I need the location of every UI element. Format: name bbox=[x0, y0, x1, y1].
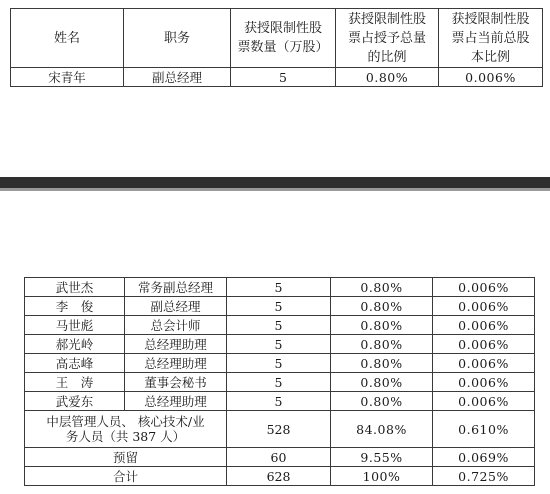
cell-quantity: 5 bbox=[227, 335, 331, 354]
cell-grant-ratio: 0.80% bbox=[331, 278, 433, 297]
cell-quantity: 5 bbox=[231, 68, 336, 87]
cell-capital-ratio: 0.006% bbox=[433, 392, 535, 411]
page-divider-bar bbox=[0, 177, 550, 188]
table-row bbox=[11, 68, 543, 87]
cell-grant-ratio: 0.80% bbox=[331, 373, 433, 392]
page-divider-shadow bbox=[0, 188, 550, 191]
reserved-row bbox=[25, 448, 535, 467]
cell-capital-ratio: 0.006% bbox=[433, 278, 535, 297]
cell-quantity: 528 bbox=[227, 411, 331, 448]
cell-grant-ratio: 0.80% bbox=[331, 354, 433, 373]
cell-name: 郝光岭 bbox=[25, 335, 125, 354]
cell-grant-ratio: 0.80% bbox=[331, 297, 433, 316]
cell-name: 高志峰 bbox=[25, 354, 125, 373]
cell-reserved-label: 预留 bbox=[25, 448, 227, 467]
header-row bbox=[11, 9, 543, 68]
cell-position: 总经理助理 bbox=[125, 335, 227, 354]
cell-position: 总经理助理 bbox=[125, 354, 227, 373]
cell-grant-ratio: 0.80% bbox=[331, 335, 433, 354]
table-row bbox=[25, 392, 535, 411]
table-row bbox=[25, 354, 535, 373]
cell-capital-ratio: 0.006% bbox=[433, 373, 535, 392]
cell-name: 宋青年 bbox=[11, 68, 124, 87]
cell-total-label: 合计 bbox=[25, 467, 227, 486]
table-row bbox=[25, 278, 535, 297]
cell-quantity: 5 bbox=[227, 278, 331, 297]
cell-position: 常务副总经理 bbox=[125, 278, 227, 297]
cell-quantity: 628 bbox=[227, 467, 331, 486]
top-allocation-table bbox=[10, 8, 543, 87]
middle-management-row bbox=[25, 411, 535, 448]
header-ratio-of-capital: 获授限制性股 票占当前总股 本比例 bbox=[439, 9, 543, 68]
cell-position: 总经理助理 bbox=[125, 392, 227, 411]
cell-quantity: 5 bbox=[227, 297, 331, 316]
cell-capital-ratio: 0.006% bbox=[439, 68, 543, 87]
header-name: 姓名 bbox=[11, 9, 124, 68]
cell-position: 董事会秘书 bbox=[125, 373, 227, 392]
cell-quantity: 5 bbox=[227, 373, 331, 392]
cell-quantity: 5 bbox=[227, 392, 331, 411]
cell-capital-ratio: 0.006% bbox=[433, 297, 535, 316]
cell-capital-ratio: 0.725% bbox=[433, 467, 535, 486]
cell-position: 副总经理 bbox=[125, 297, 227, 316]
cell-capital-ratio: 0.006% bbox=[433, 316, 535, 335]
cell-grant-ratio: 0.80% bbox=[331, 392, 433, 411]
header-ratio-of-grant: 获授限制性股 票占授予总量 的比例 bbox=[336, 9, 439, 68]
header-position: 职务 bbox=[124, 9, 231, 68]
cell-capital-ratio: 0.006% bbox=[433, 354, 535, 373]
cell-grant-ratio: 0.80% bbox=[336, 68, 439, 87]
cell-capital-ratio: 0.069% bbox=[433, 448, 535, 467]
cell-grant-ratio: 9.55% bbox=[331, 448, 433, 467]
table-row bbox=[25, 297, 535, 316]
cell-quantity: 5 bbox=[227, 354, 331, 373]
cell-quantity: 5 bbox=[227, 316, 331, 335]
cell-name: 李 俊 bbox=[25, 297, 125, 316]
table-row bbox=[25, 335, 535, 354]
cell-name: 马世彪 bbox=[25, 316, 125, 335]
table-row bbox=[25, 316, 535, 335]
cell-grant-ratio: 84.08% bbox=[331, 411, 433, 448]
cell-position: 总会计师 bbox=[125, 316, 227, 335]
cell-middle-management-label: 中层管理人员、 核心技术/业 务人员（共 387 人） bbox=[25, 411, 227, 448]
cell-name: 武世杰 bbox=[25, 278, 125, 297]
total-row bbox=[25, 467, 535, 486]
header-granted-quantity: 获授限制性股 票数量（万股） bbox=[231, 9, 336, 68]
cell-name: 王 涛 bbox=[25, 373, 125, 392]
cell-name: 武爱东 bbox=[25, 392, 125, 411]
cell-position: 副总经理 bbox=[124, 68, 231, 87]
cell-capital-ratio: 0.610% bbox=[433, 411, 535, 448]
table-row bbox=[25, 373, 535, 392]
bottom-allocation-table bbox=[24, 277, 535, 486]
cell-quantity: 60 bbox=[227, 448, 331, 467]
cell-grant-ratio: 100% bbox=[331, 467, 433, 486]
cell-capital-ratio: 0.006% bbox=[433, 335, 535, 354]
cell-grant-ratio: 0.80% bbox=[331, 316, 433, 335]
